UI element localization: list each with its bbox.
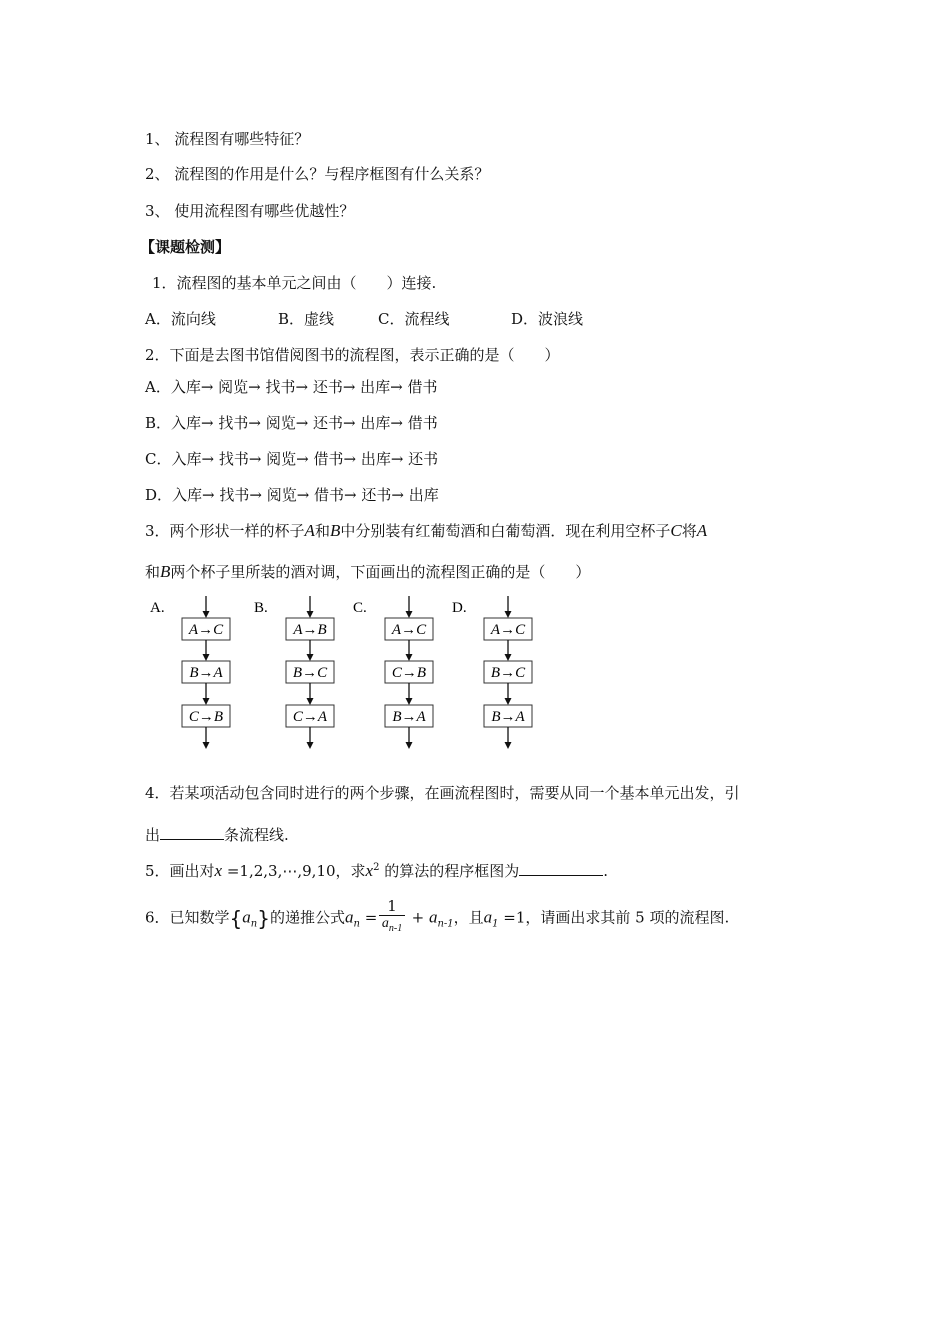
q3-var-b: B [329, 521, 341, 540]
q4-blank [160, 839, 224, 840]
q2-option-b: B．入库→ 找书→ 阅览→ 还书→ 出库→ 借书 [145, 414, 438, 432]
q3-flowchart-diagram [150, 594, 550, 754]
flow-box-label-2-1: A→B [293, 622, 327, 638]
flow-box-label-1-3: C→B [188, 709, 224, 725]
q1-option-b: B．虚线 [278, 310, 335, 328]
question-top-2: 2、 流程图的作用是什么？与程序框图有什么关系？ [145, 165, 490, 183]
flow-arrow-3-1-head [406, 654, 413, 661]
flow-arrow-in-2-head [307, 611, 314, 618]
flow-arrow-1-3-head [203, 742, 210, 749]
flow-box-label-4-1: A→C [490, 622, 526, 638]
option-label-4: D. [452, 600, 467, 616]
flow-arrow-2-1-head [307, 654, 314, 661]
flow-box-label-1-2: B→A [189, 665, 223, 681]
q3-line2: 和B两个杯子里所装的酒对调，下面画出的流程图正确的是（ ） [145, 562, 591, 581]
q1-stem: 1．流程图的基本单元之间由（ ）连接. [152, 274, 437, 292]
flow-arrow-3-2-head [406, 698, 413, 705]
question-top-3: 3、 使用流程图有哪些优越性？ [145, 202, 355, 220]
flow-box-label-1-1: A→C [188, 622, 224, 638]
q5-line: 5．画出对x =1,2,3,⋯,9,10，求$x^2$ 的算法的程序框图为 . [145, 861, 609, 880]
option-label-2: B. [254, 600, 268, 616]
flow-arrow-4-3-head [505, 742, 512, 749]
q6-fraction: $\frac{1}{a_{n-1}}$ [379, 897, 405, 934]
q3-var-b2: B [160, 562, 171, 581]
flow-arrow-in-1-head [203, 611, 210, 618]
flow-box-label-4-3: B→A [491, 709, 525, 725]
option-label-3: C. [353, 600, 367, 616]
flow-box-label-3-2: C→B [391, 665, 427, 681]
q1-option-a: A．流向线 [145, 310, 216, 328]
flow-arrow-3-3-head [406, 742, 413, 749]
flow-arrow-1-2-head [203, 698, 210, 705]
section-title: 【课题检测】 [140, 238, 231, 256]
flow-arrow-2-3-head [307, 742, 314, 749]
flow-box-label-3-3: B→A [392, 709, 426, 725]
q1-option-c: C．流程线 [378, 310, 450, 328]
flow-arrow-in-4-head [505, 611, 512, 618]
flow-arrow-4-2-head [505, 698, 512, 705]
q3-var-a2: A [696, 521, 708, 540]
q5-blank [519, 875, 603, 876]
q2-option-d: D．入库→ 找书→ 阅览→ 借书→ 还书→ 出库 [145, 486, 439, 504]
q3-line1: 3．两个形状一样的杯子A和B中分别装有红葡萄酒和白葡萄酒．现在利用空杯子C将A [145, 521, 708, 540]
flow-box-label-4-2: B→C [490, 665, 526, 681]
q4-line1: 4．若某项活动包含同时进行的两个步骤，在画流程图时，需要从同一个基本单元出发，引 [145, 784, 740, 802]
flow-box-label-3-1: A→C [391, 622, 427, 638]
q3-var-a: A [304, 521, 315, 540]
q2-stem: 2．下面是去图书馆借阅图书的流程图，表示正确的是（ ） [145, 346, 560, 364]
flow-arrow-1-1-head [203, 654, 210, 661]
q4-line2: 出 条流程线. [145, 826, 289, 844]
q1-option-d: D．波浪线 [511, 310, 584, 328]
flow-arrow-in-3-head [406, 611, 413, 618]
q6-line: 6．已知数学$\{a_n\}$的递推公式$a_n$ = $\frac{1}{a_{n-1}}$ + $a_{n-1}$，且$a_1 =1$，请画出求其前 5 项的流程图. [145, 897, 730, 934]
flow-box-label-2-3: C→A [292, 709, 328, 725]
flow-arrow-2-2-head [307, 698, 314, 705]
q3-var-c: C [670, 521, 682, 540]
q2-option-c: C．入库→ 找书→ 阅览→ 借书→ 出库→ 还书 [145, 450, 439, 468]
flow-arrow-4-1-head [505, 654, 512, 661]
option-label-1: A. [150, 600, 165, 616]
flow-box-label-2-2: B→C [292, 665, 328, 681]
question-top-1: 1、 流程图有哪些特征？ [145, 130, 310, 148]
q2-option-a: A．入库→ 阅览→ 找书→ 还书→ 出库→ 借书 [145, 378, 438, 396]
